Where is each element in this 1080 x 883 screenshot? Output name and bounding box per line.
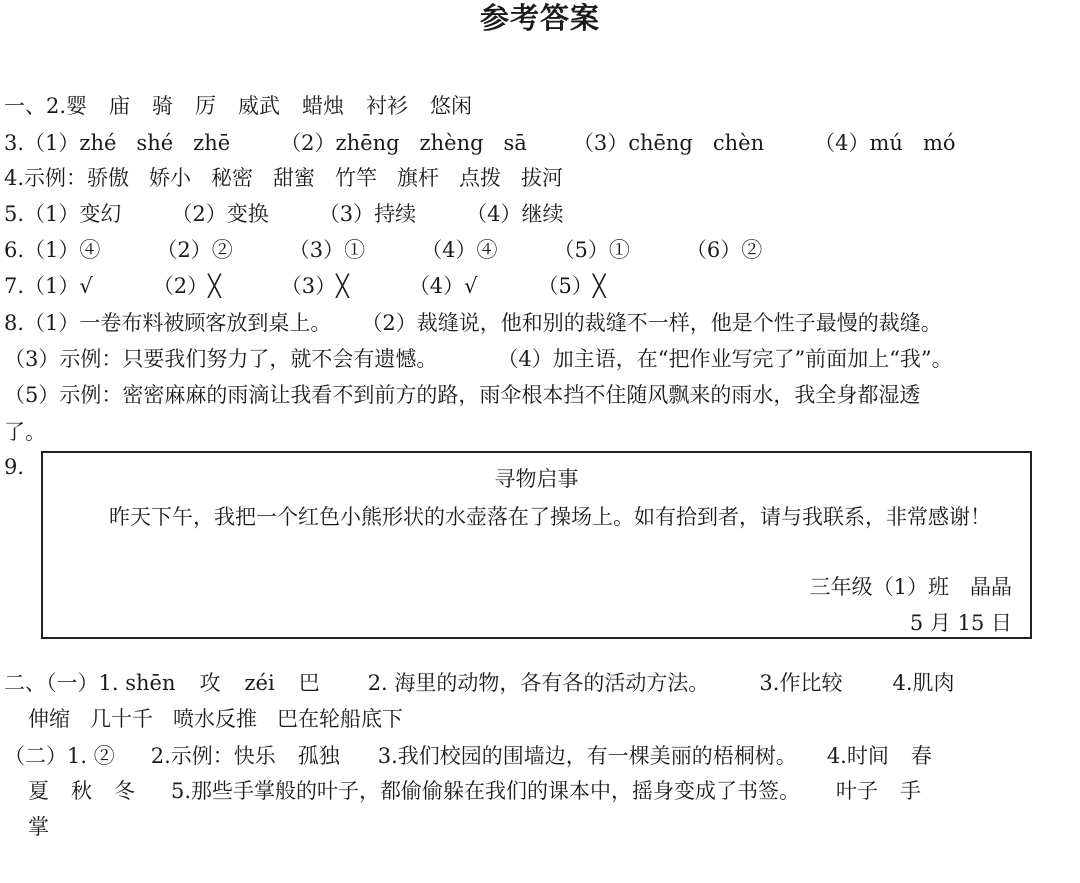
q4-item: 竹竿 [335, 166, 378, 190]
s2-part: 叶子 [836, 779, 879, 803]
q3-item: chèn [712, 131, 765, 155]
notice-date: 5 月 15 日 [909, 611, 1012, 635]
s2-part: 几十千 [90, 707, 153, 731]
q6-item: （6）② [685, 238, 763, 262]
q4-item: 甜蜜 [273, 166, 316, 190]
q3-item: zhē [193, 131, 231, 155]
q9-label: 9. [4, 455, 25, 479]
q4-item: 点拨 [459, 166, 502, 190]
q5-item: 5.（1）变幻 [4, 202, 122, 226]
q8-part: 了。 [4, 420, 46, 444]
s2-part: （二）1. ② [4, 744, 115, 768]
s2-part: 2. 海里的动物，各有各的活动方法。 [367, 671, 710, 695]
q8-part: （4）加主语，在“把作业写完了”前面加上“我”。 [497, 347, 953, 371]
notice-body: 昨天下午，我把一个红色小熊形状的水壶落在了操场上。如有拾到者，请与我联系，非常感谢！ [109, 505, 991, 529]
q2-item: 衬衫 [366, 94, 409, 118]
q5-item: （2）变换 [171, 202, 269, 226]
q2-item: 蜡烛 [302, 94, 345, 118]
answer-line-s2-2 [28, 704, 403, 734]
lost-notice-box [41, 451, 1032, 639]
q3-item: zhèng [419, 131, 484, 155]
q3-label: （2）zhēng [280, 131, 400, 155]
q6-item: （4）④ [421, 238, 498, 262]
answer-line-q5 [4, 199, 564, 229]
q4-item: 娇小 [149, 166, 192, 190]
q8-part: （5）示例：密密麻麻的雨滴让我看不到前方的路，雨伞根本挡不住随风飘来的雨水，我全身都湿透 [4, 383, 921, 407]
answer-line-q8-3 [4, 380, 920, 410]
q2-item: 庙 [109, 94, 131, 118]
answer-line-s2-3 [4, 741, 932, 771]
s2-part: 春 [910, 744, 932, 768]
s2-part: 4.时间 [826, 744, 889, 768]
answer-line-q7 [4, 271, 606, 301]
notice-title: 寻物启事 [494, 467, 579, 491]
q4-item: 旗杆 [397, 166, 440, 190]
q8-part: （3）示例：只要我们努力了，就不会有遗憾。 [4, 347, 438, 371]
answer-line-q8-2 [4, 344, 953, 374]
s2-part: zéi [244, 671, 275, 695]
s2-part: 冬 [114, 779, 135, 803]
s2-part: 手 [900, 779, 922, 803]
page-title: 参考答案 [479, 1, 600, 35]
q2-item: 骑 [152, 94, 174, 118]
q5-item: （4）继续 [466, 202, 564, 226]
q3-item: sā [503, 131, 527, 155]
s2-part: 二、（一）1. shēn [4, 671, 176, 695]
q3-label: 3.（1）zhé [4, 131, 117, 155]
q2-item: 威武 [238, 94, 281, 118]
s2-part: 伸缩 [28, 707, 70, 731]
s2-part: 巴 [298, 671, 320, 695]
answer-line-q6 [4, 235, 762, 265]
q4-label: 4.示例：骄傲 [4, 166, 130, 190]
q6-item: （5）① [553, 238, 630, 262]
answer-line-q3 [4, 128, 956, 158]
answer-line-s2-1 [4, 668, 955, 698]
s2-part: 巴在轮船底下 [277, 707, 403, 731]
q8-part: 8.（1）一卷布料被顾客放到桌上。 [4, 311, 332, 335]
s2-part: 喷水反推 [173, 707, 257, 731]
s2-part: 5.那些手掌般的叶子，都偷偷躲在我们的课本中，摇身变成了书签。 [171, 779, 801, 803]
s2-part: 3.作比较 [759, 671, 843, 695]
q3-label: （3）chēng [572, 131, 693, 155]
s2-part: 3.我们校园的围墙边，有一棵美丽的梧桐树。 [377, 744, 797, 768]
answer-line-q4 [4, 163, 563, 193]
q2-label: 一、2.婴 [4, 94, 88, 118]
answer-line-s2-5: 掌 [28, 815, 49, 839]
q7-item: （3）╳ [280, 274, 349, 298]
q5-item: （3）持续 [318, 202, 417, 226]
q7-item: （2）╳ [152, 274, 221, 298]
q6-item: （3）① [288, 238, 366, 262]
s2-part: 攻 [199, 671, 221, 695]
answer-line-q8-1 [4, 308, 942, 338]
answer-line-q2 [4, 91, 472, 121]
s2-part: 2.示例：快乐 [150, 744, 276, 768]
s2-part: 4.肌肉 [892, 671, 955, 695]
q4-item: 拔河 [521, 166, 564, 190]
answer-line-s2-4 [28, 776, 921, 806]
q7-item: （4）√ [408, 274, 478, 298]
q6-item: 6.（1）④ [4, 238, 101, 262]
answer-line-q8-4 [4, 417, 46, 447]
q2-item: 厉 [195, 94, 217, 118]
q2-item: 悠闲 [430, 94, 473, 118]
s2-part: 孤独 [297, 744, 340, 768]
q6-item: （2）② [156, 238, 233, 262]
q4-item: 秘密 [211, 166, 254, 190]
notice-signer: 三年级（1）班 晶晶 [809, 575, 1012, 599]
q3-label: （4）mú [814, 131, 903, 155]
s2-part: 夏 [28, 779, 49, 803]
q8-part: （2）裁缝说，他和别的裁缝不一样，他是个性子最慢的裁缝。 [361, 311, 942, 335]
q3-item: mó [922, 131, 956, 155]
q7-item: （5）╳ [537, 274, 606, 298]
q7-item: 7.（1）√ [4, 274, 93, 298]
s2-part: 秋 [71, 779, 92, 803]
q3-item: shé [136, 131, 174, 155]
